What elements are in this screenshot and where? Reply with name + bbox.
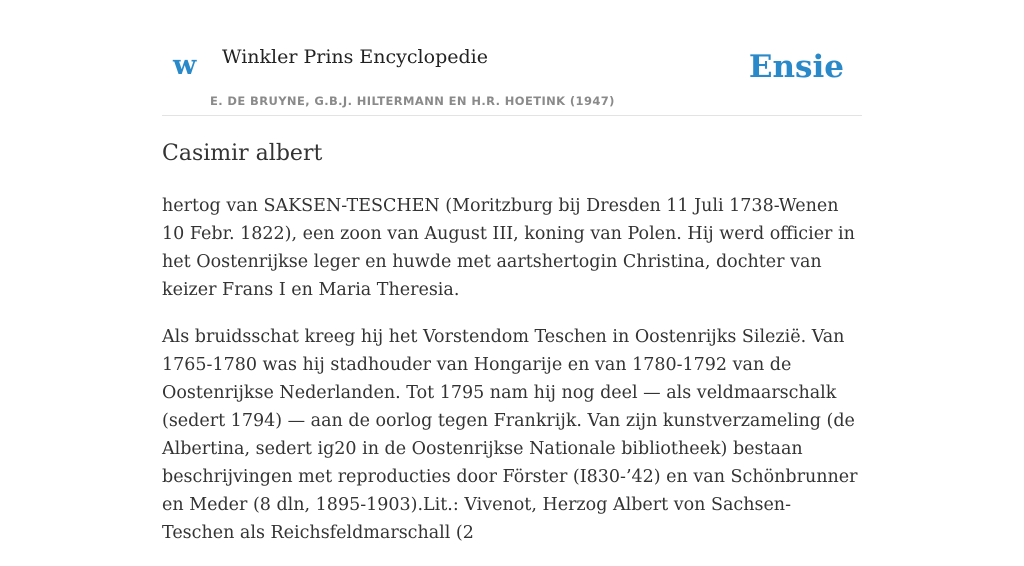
article-title: Casimir albert [162, 141, 323, 166]
header [162, 38, 862, 116]
winkler-prins-logo[interactable]: w [173, 50, 197, 81]
article-paragraph: Als bruidsschat kreeg hij het Vorstendom Teschen in Oostenrijks Silezië. Van 1765-1780 was hij stadhouder van Hongarije en van 1780-1792 van de Oostenrijkse Nederlanden. Tot 1795 nam hij nog deel — als veldmaarschalk (sedert 1794) — aan de oorlog tegen Frankrijk. Van zijn kunstverzameling (de Albertina, sedert ig20 in de Oostenrijkse Nationale bibliotheek) bestaan beschrijvingen met reproducties door Förster (I830-’42) en van Schönbrunner en Meder (8 dln, 1895-1903).Lit.: Vivenot, Herzog Albert von Sachsen-Teschen als Reichsfeldmarschall (2 [162, 327, 858, 543]
article-body [162, 192, 862, 566]
ensie-logo[interactable]: Ensie [748, 49, 844, 85]
article-paragraph: hertog van SAKSEN-TESCHEN (Moritzburg bij Dresden 11 Juli 1738-Wenen 10 Febr. 1822), een zoon van August III, koning van Polen. Hij werd officier in het Oostenrijkse leger en huwde met aartshertogin Christina, dochter van keizer Frans I en Maria Theresia. [162, 196, 855, 300]
book-authors: E. DE BRUYNE, G.B.J. HILTERMANN EN H.R. HOETINK (1947) [210, 94, 615, 108]
book-title[interactable]: Winkler Prins Encyclopedie [222, 46, 488, 68]
